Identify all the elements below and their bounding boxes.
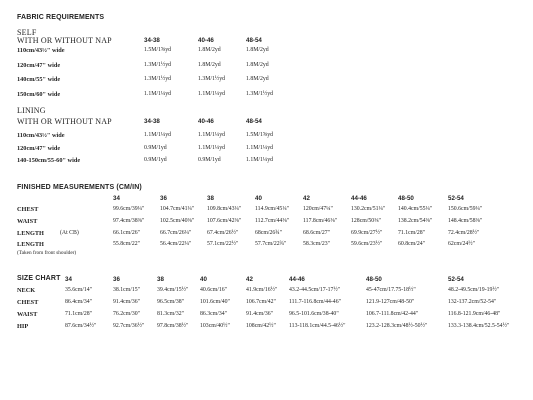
size-chart-cell: 91.4cm/36" (113, 299, 141, 305)
lining-cell: 1.1M/1¼yd (246, 144, 274, 151)
finished-cell: 62cm/24½" (448, 241, 476, 247)
finished-title: FINISHED MEASUREMENTS (CM/IN) (17, 184, 142, 191)
finished-col-header: 34 (113, 195, 120, 202)
lining-cell: 1.1M/1¼yd (144, 132, 172, 138)
lining-label: LINING (17, 106, 46, 115)
self-cell: 1.5M/1⅝yd (144, 47, 172, 53)
lining-nap-label: WITH OR WITHOUT NAP (17, 117, 112, 126)
self-row-label: 140cm/55" wide (17, 76, 61, 83)
self-cell: 1.3M/1½yd (144, 61, 172, 68)
size-chart-cell: 87.6cm/34½" (65, 323, 97, 329)
size-chart-col-header: 38 (157, 276, 164, 283)
finished-cell: 60.8cm/24" (398, 241, 426, 247)
fabric-title: FABRIC REQUIREMENTS (17, 14, 105, 21)
size-chart-cell: 123.2-128.3cm/48½-50½" (366, 323, 428, 329)
size-chart-cell: 92.7cm/36½" (113, 323, 145, 329)
self-nap-label: WITH OR WITHOUT NAP (17, 36, 112, 45)
finished-cell: 57.7cm/22¾" (255, 241, 287, 247)
size-chart-cell: 106.7cm/42" (246, 299, 276, 305)
finished-cell: 97.4cm/38⅜" (113, 218, 145, 224)
size-chart-cell: 113-118.1cm/44.5-46½" (289, 323, 346, 329)
size-chart-cell: 86.3cm/34" (200, 311, 228, 317)
size-chart-col-header: 48-50 (366, 276, 382, 283)
size-chart-col-header: 42 (246, 276, 253, 283)
size-chart-cell: 97.8cm/38½" (157, 323, 189, 329)
finished-col-header: 38 (207, 195, 214, 202)
self-label: SELF (17, 28, 37, 37)
size-chart-col-header: 34 (65, 276, 72, 283)
size-chart-cell: 71.1cm/28" (65, 311, 93, 317)
lining-row-label: 120cm/47" wide (17, 144, 61, 152)
finished-cell: 99.6cm/39¼" (113, 206, 145, 212)
self-cell: 1.3M/1½yd (198, 76, 226, 82)
finished-col-header: 40 (255, 195, 262, 202)
finished-col-header: 44-46 (351, 195, 367, 202)
lining-col-header: 40-46 (198, 118, 214, 125)
finished-col-header: 52-54 (448, 195, 464, 202)
size-chart-col-header: 40 (200, 276, 207, 283)
finished-cell: 148.4cm/58⅜" (448, 218, 483, 224)
lining-cell: 1.1M/1¼yd (198, 144, 226, 151)
self-row-label: 120cm/47" wide (17, 61, 61, 69)
size-chart-cell: 103cm/40½" (200, 323, 230, 329)
self-cell: 1.8M/2yd (246, 61, 269, 68)
finished-cell: 71.1cm/28" (398, 230, 426, 236)
finished-cell: 66.7cm/26¼" (160, 230, 192, 236)
finished-cell: 59.6cm/23½" (351, 241, 383, 247)
finished-cell: 68cm/26¾" (255, 230, 283, 236)
finished-cell: 102.5cm/40⅜" (160, 218, 195, 224)
lining-cell: 0.9M/1yd (144, 144, 167, 151)
size-chart-cell: 106.7-111.8cm/42-44" (366, 311, 419, 317)
finished-cell: 130.2cm/51¼" (351, 206, 386, 212)
finished-cell: 107.6cm/42⅜" (207, 218, 242, 224)
finished-col-header: 42 (303, 195, 310, 202)
size-chart-cell: 116.8-121.9cm/46-48" (448, 311, 501, 317)
self-cell: 1.8M/2yd (198, 61, 221, 68)
finished-col-header: 48-50 (398, 195, 414, 202)
lining-row-label: 140-150cm/55-60" wide (17, 157, 81, 164)
finished-row-note: (Taken from front shoulder) (17, 250, 77, 256)
size-chart-row-label: HIP (17, 323, 29, 330)
self-cell: 1.8M/2yd (246, 47, 269, 53)
lining-col-header: 34-38 (144, 118, 160, 125)
size-chart-cell: 121.9-127cm/48-50" (366, 299, 415, 305)
finished-cell: 57.1cm/22½" (207, 241, 239, 247)
size-chart-cell: 132-137.2cm/52-54" (448, 299, 497, 305)
self-cell: 1.3M/1½yd (246, 90, 274, 97)
self-cell: 1.3M/1½yd (144, 76, 172, 82)
finished-cell: 112.7cm/44⅜" (255, 218, 290, 224)
finished-cell: 128cm/50⅜" (351, 218, 381, 224)
lining-cell: 1.5M/1⅝yd (246, 132, 274, 138)
finished-row-label: LENGTH (17, 241, 44, 248)
lining-cell: 1.1M/1¼yd (246, 157, 274, 163)
finished-row-label: WAIST (17, 218, 38, 225)
self-col-header: 40-46 (198, 37, 214, 44)
size-chart-row-label: WAIST (17, 311, 38, 318)
finished-row-label: CHEST (17, 206, 39, 213)
finished-col-header: 36 (160, 195, 167, 202)
size-chart-cell: 96.5cm/38" (157, 299, 185, 305)
lining-cell: 0.9M/1yd (198, 157, 221, 163)
finished-cell: 109.8cm/43¼" (207, 206, 242, 212)
finished-cell: 138.2cm/54⅜" (398, 218, 433, 224)
finished-cell: 67.4cm/26½" (207, 230, 239, 236)
finished-cell: 104.7cm/41¼" (160, 206, 195, 212)
finished-cell: 69.9cm/27½" (351, 230, 383, 236)
finished-row-note: (At CB) (60, 230, 79, 236)
size-chart-cell: 91.4cm/36" (246, 311, 274, 317)
self-cell: 1.1M/1¼yd (198, 90, 226, 97)
finished-cell: 150.6cm/59¼" (448, 206, 483, 212)
finished-row-label: LENGTH (17, 230, 44, 237)
size-chart-title: SIZE CHART (17, 275, 61, 282)
self-col-header: 48-54 (246, 37, 262, 44)
size-chart-cell: 45-47cm/17.75-18½" (366, 287, 416, 293)
size-chart-cell: 81.3cm/32" (157, 311, 185, 317)
finished-cell: 68.6cm/27" (303, 230, 331, 236)
size-chart-cell: 43.2-44.5cm/17-17½" (289, 287, 341, 293)
size-chart-cell: 133.3-138.4cm/52.5-54½" (448, 323, 510, 329)
size-chart-cell: 108cm/42½" (246, 323, 276, 329)
self-cell: 1.8M/2yd (198, 47, 221, 53)
size-chart-row-label: NECK (17, 287, 36, 294)
finished-cell: 66.1cm/26" (113, 230, 141, 236)
size-chart-cell: 96.5-101.6cm/38-40" (289, 311, 339, 317)
size-chart-cell: 111.7-116.8cm/44-46" (289, 299, 341, 305)
lining-col-header: 48-54 (246, 118, 262, 125)
size-chart-cell: 76.2cm/30" (113, 311, 141, 317)
size-chart-cell: 48.2-49.5cm/19-19½" (448, 287, 500, 293)
size-chart-cell: 40.6cm/16" (200, 287, 228, 293)
finished-cell: 58.3cm/23" (303, 241, 331, 247)
finished-cell: 72.4cm/28½" (448, 230, 480, 236)
finished-cell: 120cm/47¼" (303, 206, 333, 212)
self-row-label: 110cm/43½" wide (17, 47, 65, 54)
finished-cell: 55.8cm/22" (113, 241, 141, 247)
lining-cell: 1.1M/1¼yd (198, 132, 226, 138)
size-chart-cell: 86.4cm/34" (65, 299, 93, 305)
size-chart-col-header: 52-54 (448, 276, 464, 283)
lining-cell: 0.9M/1yd (144, 157, 167, 163)
finished-cell: 114.9cm/45¼" (255, 206, 290, 212)
size-chart-row-label: CHEST (17, 299, 39, 306)
finished-cell: 117.8cm/46⅜" (303, 218, 338, 224)
self-row-label: 150cm/60" wide (17, 90, 61, 98)
finished-cell: 56.4cm/22¼" (160, 241, 192, 247)
size-chart-cell: 39.4cm/15½" (157, 287, 189, 293)
self-cell: 1.1M/1¼yd (144, 90, 172, 97)
self-col-header: 34-38 (144, 37, 160, 44)
self-cell: 1.8M/2yd (246, 76, 269, 82)
size-chart-cell: 35.6cm/14" (65, 287, 93, 293)
size-chart-cell: 41.9cm/16½" (246, 287, 278, 293)
size-chart-cell: 101.6cm/40" (200, 299, 230, 305)
finished-cell: 140.4cm/55¼" (398, 206, 433, 212)
size-chart-col-header: 44-46 (289, 276, 305, 283)
lining-row-label: 110cm/43½" wide (17, 132, 65, 139)
size-chart-cell: 38.1cm/15" (113, 287, 141, 293)
size-chart-col-header: 36 (113, 276, 120, 283)
